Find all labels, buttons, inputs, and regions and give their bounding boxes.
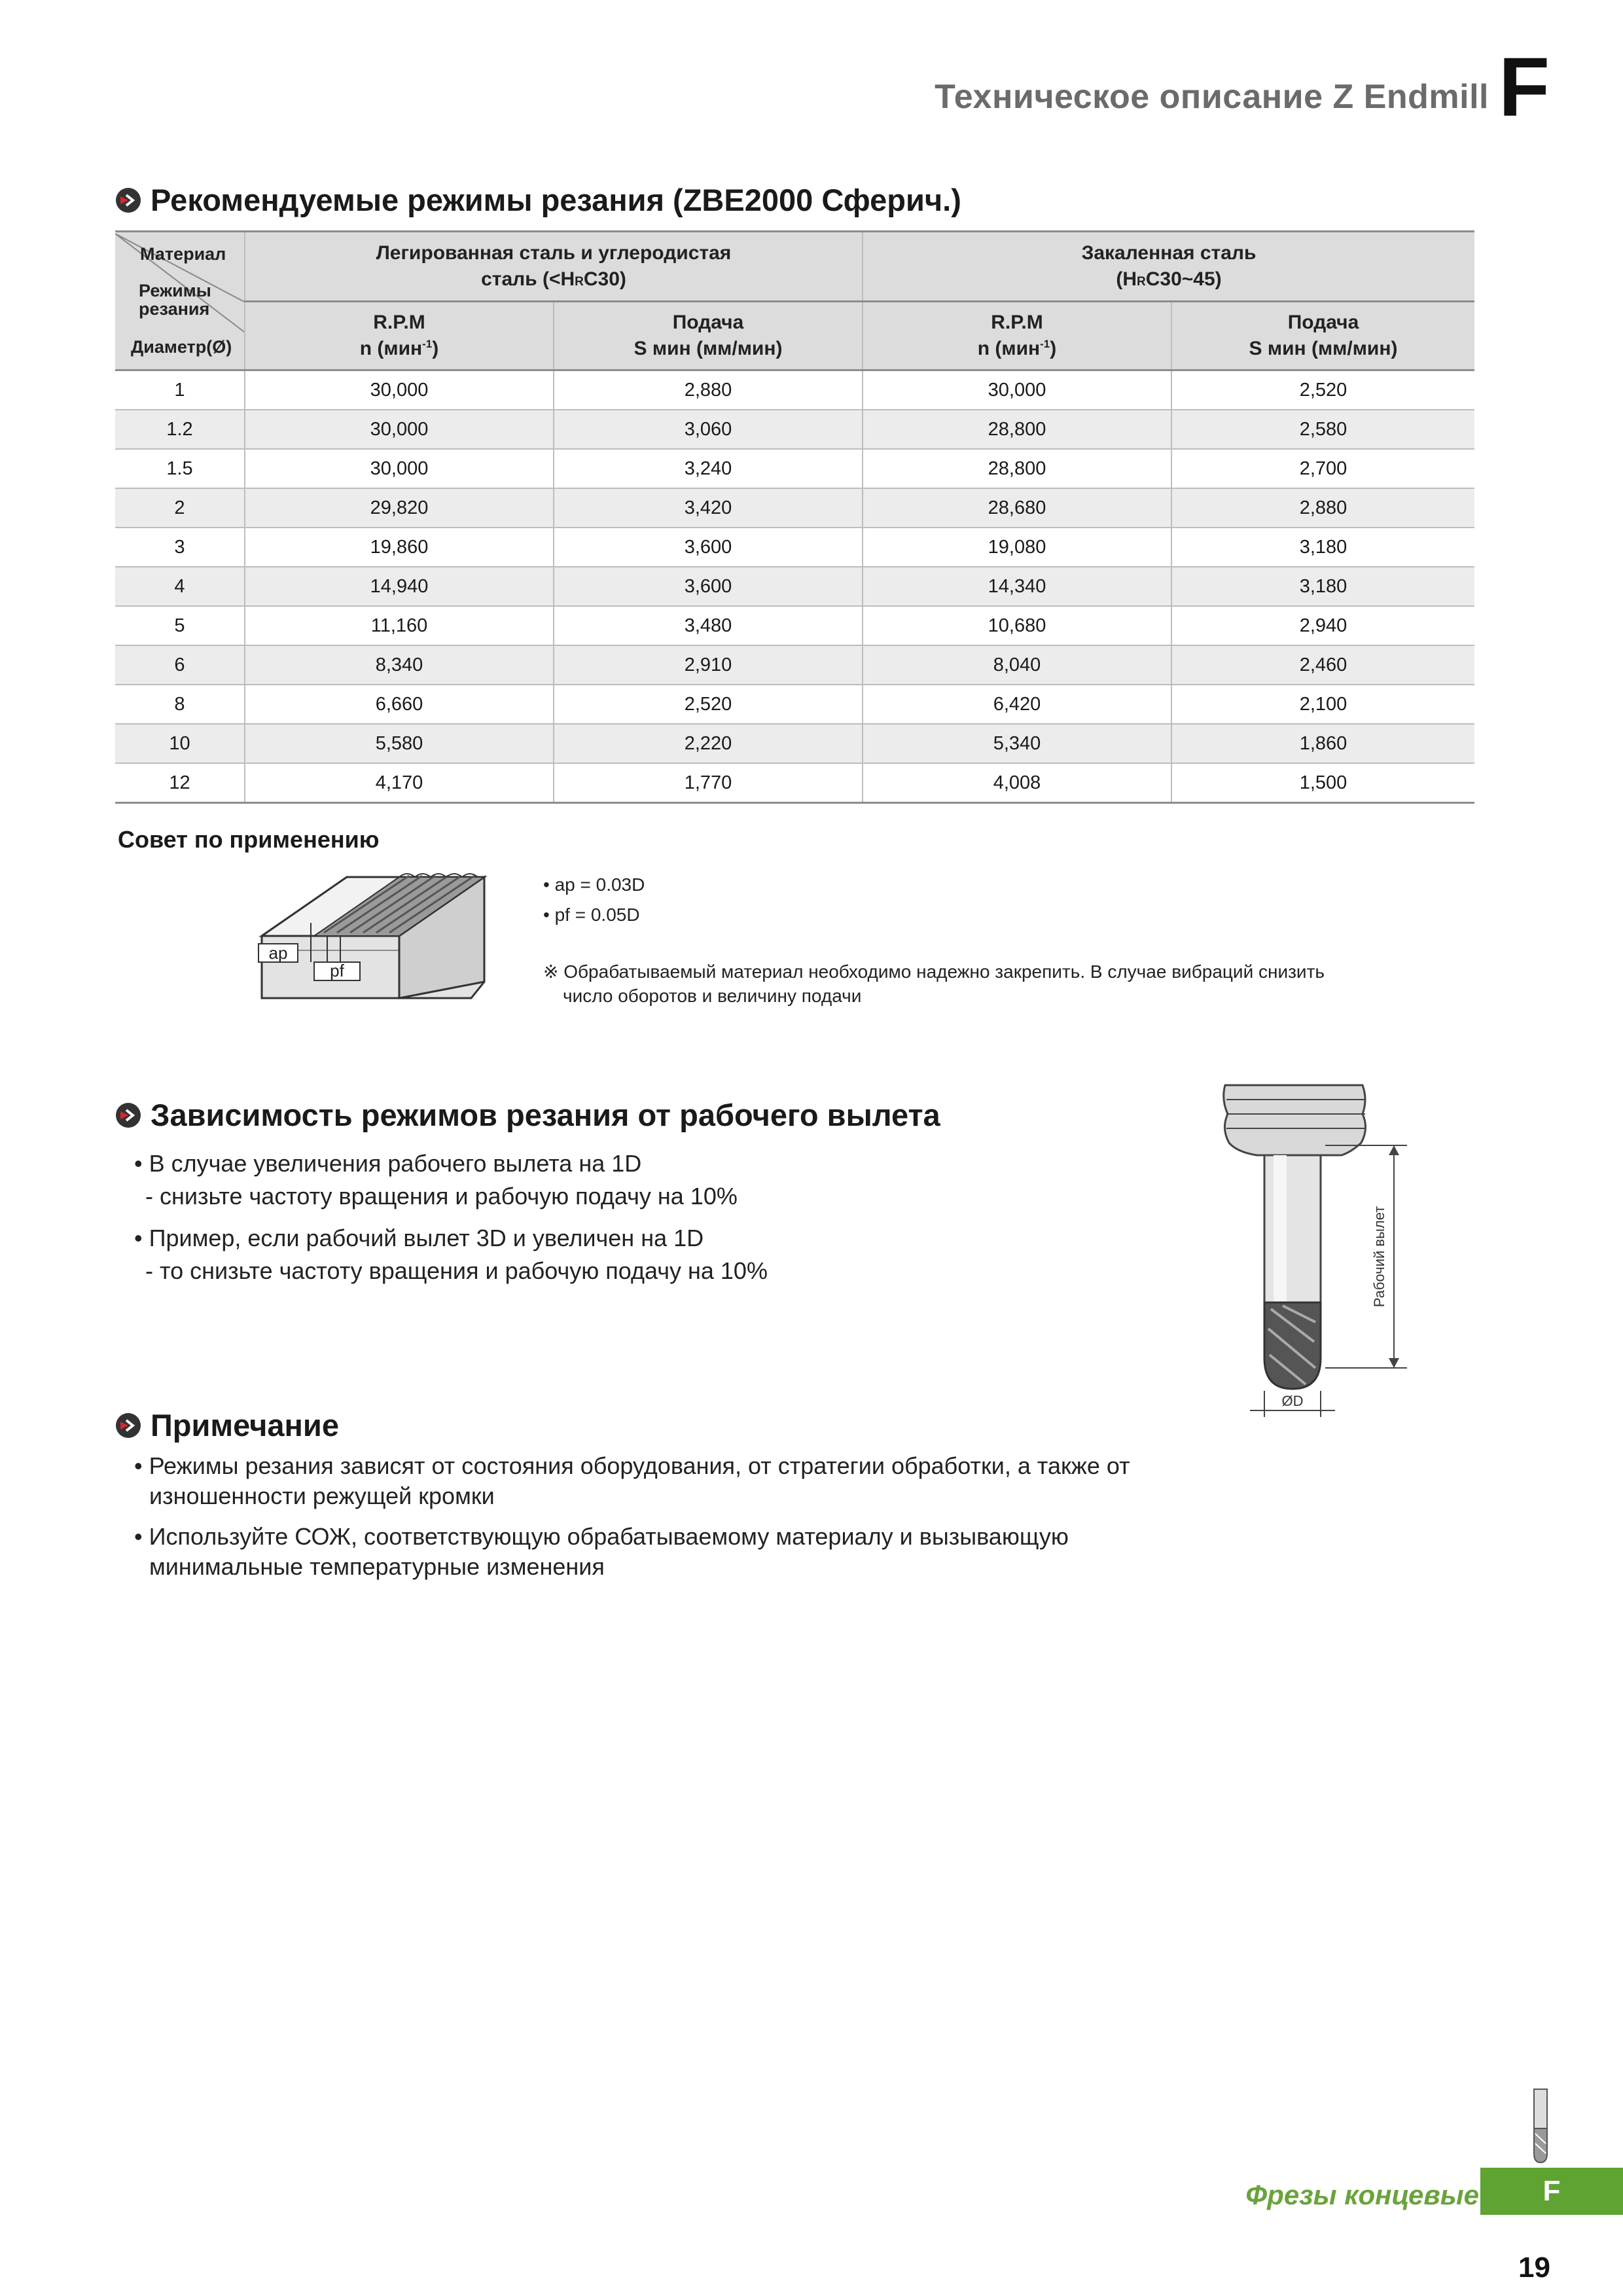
section-title-cutting-modes — [115, 182, 961, 218]
diameter-cell: 1 — [115, 370, 245, 410]
value-cell: 2,520 — [554, 685, 863, 724]
cutting-modes-table — [115, 230, 1474, 804]
corner-material-label: Материал — [140, 243, 226, 264]
diameter-cell: 5 — [115, 606, 245, 645]
value-cell: 2,880 — [1171, 488, 1474, 528]
value-cell: 5,340 — [863, 724, 1171, 763]
endmill-icon — [1525, 2088, 1558, 2165]
value-cell: 2,940 — [1171, 606, 1474, 645]
diameter-cell: 3 — [115, 528, 245, 567]
section-bullet-icon — [115, 1102, 141, 1128]
diameter-cell: 8 — [115, 685, 245, 724]
value-cell: 2,700 — [1171, 449, 1474, 488]
diameter-cell: 1.5 — [115, 449, 245, 488]
pf-label: pf — [330, 961, 344, 980]
value-cell: 3,060 — [554, 410, 863, 449]
value-cell: 8,340 — [245, 645, 554, 685]
value-cell: 2,580 — [1171, 410, 1474, 449]
tip-note-line-1: ※ Обрабатываемый материал необходимо надежно закрепить. В случае вибраций снизить — [543, 961, 1325, 982]
subhead-rpm-1: R.P.M n (мин$^{-1}$) — [245, 302, 554, 370]
table-corner-cell — [115, 232, 245, 370]
value-cell: 8,040 — [863, 645, 1171, 685]
page-header-title: Техническое описание Z Endmill — [935, 78, 1489, 116]
overhang-label: Рабочий вылет — [1371, 1206, 1387, 1308]
value-cell: 28,800 — [863, 449, 1171, 488]
overhang-bullet-1-line-2: - снизьте частоту вращения и рабочую подачу на 10% — [145, 1183, 738, 1210]
group-header-alloy-steel: Легированная сталь и углеродистая сталь (<HRC30) — [245, 232, 863, 302]
value-cell: 30,000 — [245, 410, 554, 449]
diameter-cell: 1.2 — [115, 410, 245, 449]
page-number: 19 — [1518, 2251, 1550, 2284]
value-cell: 19,080 — [863, 528, 1171, 567]
corner-modes-label-1: Режимы — [139, 280, 211, 300]
chapter-letter: F — [1498, 41, 1550, 134]
value-cell: 30,000 — [863, 370, 1171, 410]
tip-note-line-2: число оборотов и величину подачи — [563, 986, 862, 1006]
table-header-row — [115, 232, 1474, 302]
value-cell: 14,940 — [245, 567, 554, 606]
value-cell: 30,000 — [245, 370, 554, 410]
value-cell: 6,660 — [245, 685, 554, 724]
group-header-hardened-steel: Закаленная сталь (HRC30~45) — [863, 232, 1474, 302]
tip-pf-value: • pf = 0.05D — [543, 905, 640, 925]
subhead-rpm-2: R.P.M n (мин$^{-1}$) — [863, 302, 1171, 370]
value-cell: 6,420 — [863, 685, 1171, 724]
value-cell: 4,170 — [245, 763, 554, 803]
subhead-feed-1: Подача S мин (мм/мин) — [554, 302, 863, 370]
table-row — [115, 449, 1474, 488]
section-title-text: Примечание — [151, 1408, 339, 1443]
table-row — [115, 606, 1474, 645]
value-cell: 2,880 — [554, 370, 863, 410]
subhead-feed-2: Подача S мин (мм/мин) — [1171, 302, 1474, 370]
value-cell: 3,180 — [1171, 567, 1474, 606]
value-cell: 3,240 — [554, 449, 863, 488]
table-row — [115, 567, 1474, 606]
tip-title: Совет по применению — [118, 826, 380, 853]
value-cell: 3,180 — [1171, 528, 1474, 567]
section-title-text: Рекомендуемые режимы резания (ZBE2000 Сферич.) — [151, 183, 961, 217]
note-bullet-1-line-2: изношенности режущей кромки — [149, 1482, 495, 1509]
value-cell: 2,100 — [1171, 685, 1474, 724]
value-cell: 1,500 — [1171, 763, 1474, 803]
section-bullet-icon — [115, 1412, 141, 1439]
section-title-overhang — [115, 1097, 940, 1133]
value-cell: 28,800 — [863, 410, 1171, 449]
section-bullet-icon — [115, 187, 141, 213]
section-title-note — [115, 1407, 339, 1443]
ap-label: ap — [268, 943, 288, 963]
diameter-cell: 4 — [115, 567, 245, 606]
diameter-cell: 2 — [115, 488, 245, 528]
value-cell: 3,480 — [554, 606, 863, 645]
value-cell: 5,580 — [245, 724, 554, 763]
corner-diameter-label: Диаметр(Ø) — [131, 336, 232, 357]
value-cell: 2,520 — [1171, 370, 1474, 410]
note-bullet-2-line-2: минимальные температурные изменения — [149, 1553, 605, 1580]
footer-category-label: Фрезы концевые — [1245, 2179, 1479, 2210]
value-cell: 14,340 — [863, 567, 1171, 606]
value-cell: 2,220 — [554, 724, 863, 763]
table-row — [115, 645, 1474, 685]
value-cell: 3,600 — [554, 567, 863, 606]
value-cell: 1,860 — [1171, 724, 1474, 763]
overhang-bullet-2-line-1: • Пример, если рабочий вылет 3D и увеличен на 1D — [134, 1225, 704, 1251]
workpiece-diagram — [249, 864, 497, 1008]
value-cell: 2,460 — [1171, 645, 1474, 685]
value-cell: 3,420 — [554, 488, 863, 528]
ball-endmill-drawing — [1217, 1080, 1427, 1427]
table-row — [115, 488, 1474, 528]
footer-chapter-tab: F — [1480, 2168, 1623, 2215]
diameter-label: ØD — [1281, 1393, 1304, 1409]
table-row — [115, 410, 1474, 449]
value-cell: 28,680 — [863, 488, 1171, 528]
value-cell: 3,600 — [554, 528, 863, 567]
value-cell: 10,680 — [863, 606, 1171, 645]
table-row — [115, 528, 1474, 567]
value-cell: 19,860 — [245, 528, 554, 567]
corner-modes-label-2: резания — [139, 298, 210, 319]
overhang-bullet-2-line-2: - то снизьте частоту вращения и рабочую подачу на 10% — [145, 1257, 768, 1284]
table-row — [115, 370, 1474, 410]
value-cell: 30,000 — [245, 449, 554, 488]
table-subheader-row — [115, 302, 1474, 370]
value-cell: 11,160 — [245, 606, 554, 645]
note-bullet-2-line-1: • Используйте СОЖ, соответствующую обрабатываемому материалу и вызывающую — [134, 1523, 1069, 1550]
table-row — [115, 763, 1474, 803]
diameter-cell: 6 — [115, 645, 245, 685]
value-cell: 1,770 — [554, 763, 863, 803]
tip-ap-value: • ap = 0.03D — [543, 874, 645, 895]
value-cell: 4,008 — [863, 763, 1171, 803]
value-cell: 2,910 — [554, 645, 863, 685]
note-bullet-1-line-1: • Режимы резания зависят от состояния оборудования, от стратегии обработки, а также от — [134, 1452, 1130, 1479]
section-title-text: Зависимость режимов резания от рабочего вылета — [151, 1098, 940, 1132]
table-row — [115, 724, 1474, 763]
diameter-cell: 10 — [115, 724, 245, 763]
diameter-cell: 12 — [115, 763, 245, 803]
table-row — [115, 685, 1474, 724]
overhang-bullet-1-line-1: • В случае увеличения рабочего вылета на 1D — [134, 1150, 642, 1177]
value-cell: 29,820 — [245, 488, 554, 528]
